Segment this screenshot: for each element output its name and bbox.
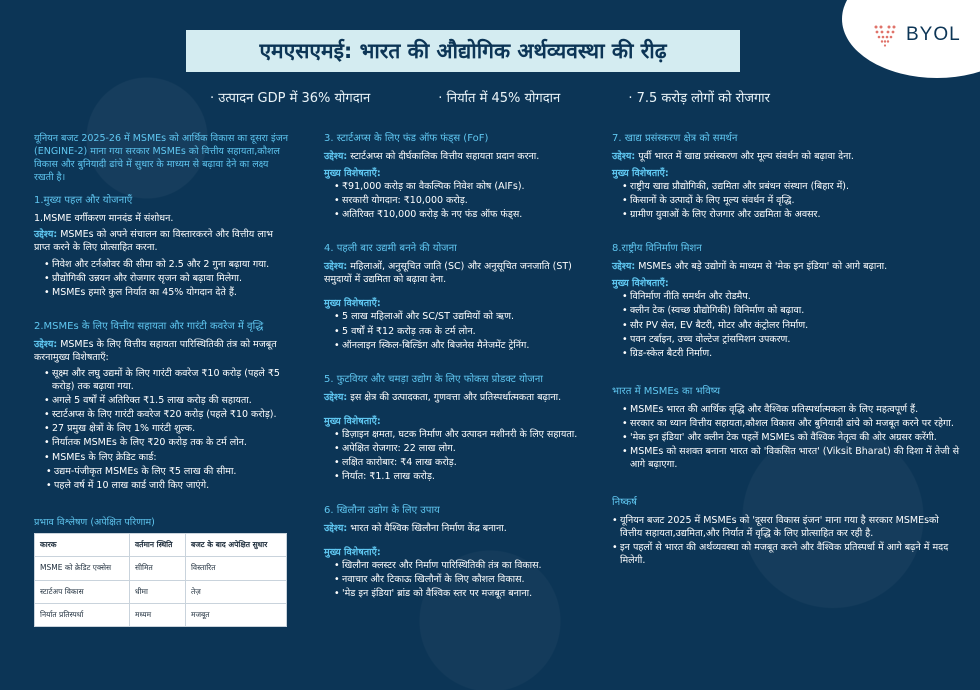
table-row bbox=[35, 557, 287, 580]
list-item: • विनिर्माण नीति समर्थन और रोडमैप. bbox=[622, 290, 964, 303]
table-cell: विस्तारित bbox=[185, 557, 286, 580]
section-2-objective bbox=[34, 338, 289, 364]
section-5-list bbox=[334, 428, 586, 483]
page-title: एमएसएमई: भारत की औद्योगिक अर्थव्यवस्था की रीढ़ bbox=[259, 39, 667, 63]
table-cell: मध्यम bbox=[130, 604, 186, 627]
table-header: वर्तमान स्थिति bbox=[130, 534, 186, 557]
table-cell: तेज़ bbox=[185, 580, 286, 603]
stat-export: · निर्यात में 45% योगदान bbox=[438, 88, 560, 106]
objective-label: उद्देश्य: bbox=[324, 523, 348, 535]
section-6-objective bbox=[324, 522, 586, 535]
list-item: • 'मेक इन इंडिया' और क्लीन टेक पहलें MSMEs को वैश्विक नेतृत्व की ओर अग्रसर करेंगी. bbox=[622, 431, 964, 444]
section-7-objective bbox=[612, 150, 964, 163]
objective-label: उद्देश्य: bbox=[612, 261, 636, 273]
list-item: • MSMEs के लिए क्रेडिट कार्ड: bbox=[44, 451, 289, 464]
list-item: • लक्षित कारोबार: ₹4 लाख करोड़. bbox=[334, 456, 586, 469]
heart-dots-icon bbox=[872, 22, 898, 48]
section-4-title: 4. पहली बार उद्यमी बनने की योजना bbox=[324, 243, 457, 255]
list-item: • नवाचार और टिकाऊ खिलौनों के लिए कौशल विकास. bbox=[334, 573, 586, 586]
column-middle bbox=[324, 132, 586, 602]
list-item: • किसानों के उत्पादों के लिए मूल्य संवर्धन में वृद्धि. bbox=[622, 194, 964, 207]
table-cell: धीमा bbox=[130, 580, 186, 603]
list-item: • 5 लाख महिलाओं और SC/ST उद्यमियों को ऋण. bbox=[334, 310, 586, 323]
objective-text: MSMEs के लिए वित्तीय सहायता पारिस्थितिकी तंत्र को मजबूत करनामुख्य विशेषताएँ: bbox=[34, 338, 277, 363]
table-header: कारक bbox=[35, 534, 130, 557]
list-item: • 5 वर्षों में ₹12 करोड़ तक के टर्म लोन. bbox=[334, 325, 586, 338]
table-cell: मजबूत bbox=[185, 604, 286, 627]
objective-label: उद्देश्य: bbox=[324, 150, 348, 162]
list-item: • प्रौद्योगिकी उन्नयन और रोजगार सृजन को बढ़ावा मिलेगा. bbox=[44, 272, 289, 285]
intro-text: यूनियन बजट 2025-26 में MSMEs को आर्थिक विकास का दूसरा इंजन (ENGINE-2) माना गया सरकार MSMEs को वित्तीय सहायता,कौशल विकास और बुनियादी ढांचे में सुधार के माध्यम से बढ़ावा देने का लक्ष्य रखती है। bbox=[34, 133, 289, 184]
list-item: • खिलौना क्लस्टर और निर्माण पारिस्थितिकी तंत्र का विकास. bbox=[334, 559, 586, 572]
section-2-list bbox=[44, 367, 289, 464]
features-label: मुख्य विशेषताएँ: bbox=[324, 547, 381, 559]
objective-label: उद्देश्य: bbox=[324, 261, 348, 273]
objective-text: पूर्वी भारत में खाद्य प्रसंस्करण और मूल्य संवर्धन को बढ़ावा देना. bbox=[638, 150, 854, 162]
table-cell: सीमित bbox=[130, 557, 186, 580]
list-item: • पहले वर्ष में 10 लाख कार्ड जारी किए जाएंगे. bbox=[46, 479, 289, 492]
objective-text: MSMEs को अपने संचालन का विस्तारकरने और वित्तीय लाभ प्राप्त करने के लिए प्रोत्साहित करना. bbox=[34, 229, 273, 254]
objective-label: उद्देश्य: bbox=[34, 338, 58, 350]
section-1-title: 1.मुख्य पहल और योजनाएँ bbox=[34, 195, 133, 207]
list-item: • निर्यात: ₹1.1 लाख करोड़. bbox=[334, 470, 586, 483]
section-8-list bbox=[622, 290, 964, 360]
section-3-title: 3. स्टार्टअप्स के लिए फंड ऑफ फंड्स (FoF) bbox=[324, 133, 489, 144]
credit-card-sublist bbox=[46, 465, 289, 492]
list-item: • सरकारी योगदान: ₹10,000 करोड़. bbox=[334, 194, 586, 207]
list-item: • इन पहलों से भारत की अर्थव्यवस्था को मजबूत करने और वैश्विक प्रतिस्पर्धा में आगे बढ़ने में मदद मिलेगी. bbox=[612, 541, 964, 567]
section-1-list bbox=[44, 258, 289, 299]
section-8-objective bbox=[612, 260, 964, 273]
list-item: • डिज़ाइन क्षमता, घटक निर्माण और उत्पादन मशीनरी के लिए सहायता. bbox=[334, 428, 586, 441]
section-4-objective bbox=[324, 260, 586, 286]
section-3-list bbox=[334, 180, 586, 221]
section-8-title: 8.राष्ट्रीय विनिर्माण मिशन bbox=[612, 243, 702, 255]
section-6-list bbox=[334, 559, 586, 600]
objective-text: भारत को वैश्विक खिलौना निर्माण केंद्र बनाना. bbox=[350, 523, 507, 535]
list-item: • स्टार्टअप्स के लिए गारंटी कवरेज ₹20 करोड़ (पहले ₹10 करोड़). bbox=[44, 408, 289, 421]
features-label: मुख्य विशेषताएँ: bbox=[324, 415, 381, 427]
section-4-list bbox=[334, 310, 586, 351]
objective-text: MSMEs और बड़े उद्योगों के माध्यम से 'मेक इन इंडिया' को आगे बढ़ाना. bbox=[638, 261, 888, 273]
logo-badge bbox=[842, 0, 980, 78]
list-item: • क्लीन टेक (स्वच्छ प्रौद्योगिकी) विनिर्माण को बढ़ावा. bbox=[622, 304, 964, 317]
list-item: • अतिरिक्त ₹10,000 करोड़ के नए फंड ऑफ फंड्स. bbox=[334, 208, 586, 221]
list-item: • राष्ट्रीय खाद्य प्रौद्योगिकी, उद्यमिता और प्रबंधन संस्थान (बिहार में). bbox=[622, 180, 964, 193]
column-right bbox=[612, 132, 964, 568]
features-label: मुख्य विशेषताएँ: bbox=[612, 278, 669, 290]
list-item: • MSMEs भारत की आर्थिक वृद्धि और वैश्विक प्रतिस्पर्धात्मकता के लिए महत्वपूर्ण हैं. bbox=[622, 403, 964, 416]
list-item: • सौर PV सेल, EV बैटरी, मोटर और कंट्रोलर निर्माण. bbox=[622, 319, 964, 332]
list-item: • ₹91,000 करोड़ का वैकल्पिक निवेश कोष (AIFs). bbox=[334, 180, 586, 193]
section-5-title: 5. फुटवियर और चमड़ा उद्योग के लिए फोकस प्रोडक्ट योजना bbox=[324, 373, 543, 385]
table-row bbox=[35, 604, 287, 627]
list-item: • MSMEs को सशक्त बनाना भारत को 'विकसित भारत' (Viksit Bharat) की दिशा में तेजी से आगे बढ़ाएगा. bbox=[622, 445, 964, 471]
list-item: • यूनियन बजट 2025 में MSMEs को 'दूसरा विकास इंजन' माना गया है सरकार MSMEsको वित्तीय सहायता,उद्यमिता,और निर्यात में वृद्धि के लिए प्रोत्साहित कर रही है. bbox=[612, 514, 964, 540]
list-item: • ग्रिड-स्केल बैटरी निर्माण. bbox=[622, 347, 964, 360]
list-item: • अपेक्षित रोजगार: 22 लाख लोग. bbox=[334, 442, 586, 455]
section-3-objective bbox=[324, 150, 586, 163]
list-item: • निवेश और टर्नओवर की सीमा को 2.5 और 2 गुना बढ़ाया गया. bbox=[44, 258, 289, 271]
list-item: • 27 प्रमुख क्षेत्रों के लिए 1% गारंटी शुल्क. bbox=[44, 422, 289, 435]
objective-text: महिलाओं, अनुसूचित जाति (SC) और अनुसूचित जनजाति (ST) समुदायों में उद्यमिता को बढ़ावा देना. bbox=[324, 261, 572, 286]
stat-employment: · 7.5 करोड़ लोगों को रोजगार bbox=[628, 88, 770, 106]
stat-gdp: · उत्पादन GDP में 36% योगदान bbox=[210, 88, 370, 106]
list-item: • पवन टर्बाइन, उच्च वोल्टेज ट्रांसमिशन उपकरण. bbox=[622, 333, 964, 346]
list-item: • MSMEs हमारे कुल निर्यात का 45% योगदान देते हैं. bbox=[44, 286, 289, 299]
table-header: बजट के बाद अपेक्षित सुधार bbox=[185, 534, 286, 557]
features-label: मुख्य विशेषताएँ: bbox=[324, 167, 381, 179]
objective-text: स्टार्टअप्स को दीर्घकालिक वित्तीय सहायता प्रदान करना. bbox=[350, 150, 540, 162]
objective-label: उद्देश्य: bbox=[324, 391, 348, 403]
impact-title: प्रभाव विश्लेषण (अपेक्षित परिणाम) bbox=[34, 516, 155, 528]
section-7-title: 7. खाद्य प्रसंस्करण क्षेत्र को समर्थन bbox=[612, 133, 738, 144]
table-row bbox=[35, 580, 287, 603]
section-2-title: 2.MSMEs के लिए वित्तीय सहायता और गारंटी कवरेज में वृद्धि bbox=[34, 320, 264, 332]
features-label: मुख्य विशेषताएँ: bbox=[324, 298, 381, 310]
table-cell: MSME को क्रेडिट एक्सेस bbox=[35, 557, 130, 580]
brand-name: BYOL bbox=[906, 24, 961, 45]
future-title: भारत में MSMEs का भविष्य bbox=[612, 385, 721, 397]
future-list bbox=[622, 403, 964, 472]
features-label: मुख्य विशेषताएँ: bbox=[612, 167, 669, 179]
title-banner bbox=[186, 30, 740, 72]
list-item: • अगले 5 वर्षों में अतिरिक्त ₹1.5 लाख करोड़ की सहायता. bbox=[44, 394, 289, 407]
objective-label: उद्देश्य: bbox=[612, 150, 636, 162]
list-item: • सरकार का ध्यान वित्तीय सहायता,कौशल विकास और बुनियादी ढांचे को मजबूत करने पर रहेगा. bbox=[622, 417, 964, 430]
stats-bar bbox=[210, 88, 770, 106]
table-cell: निर्यात प्रतिस्पर्धा bbox=[35, 604, 130, 627]
objective-text: इस क्षेत्र की उत्पादकता, गुणवत्ता और प्रतिस्पर्धात्मकता बढ़ाना. bbox=[350, 391, 562, 403]
section-5-objective bbox=[324, 391, 586, 404]
list-item: • सूक्ष्म और लघु उद्यमों के लिए गारंटी कवरेज ₹10 करोड़ (पहले ₹5 करोड़) तक बढ़ाया गया. bbox=[44, 367, 289, 393]
list-item: • उद्यम-पंजीकृत MSMEs के लिए ₹5 लाख की सीमा. bbox=[46, 465, 289, 478]
conclusion-title: निष्कर्ष bbox=[612, 497, 637, 509]
objective-label: उद्देश्य: bbox=[34, 229, 58, 241]
list-item: • निर्यातक MSMEs के लिए ₹20 करोड़ तक के टर्म लोन. bbox=[44, 436, 289, 449]
list-item: • ऑनलाइन स्किल-बिल्डिंग और बिजनेस मैनेजमेंट ट्रेनिंग. bbox=[334, 339, 586, 352]
section-1-objective bbox=[34, 228, 289, 254]
list-item: • ग्रामीण युवाओं के लिए रोजगार और उद्यमिता के अवसर. bbox=[622, 208, 964, 221]
section-1-subtitle: 1.MSME वर्गीकरण मानदंड में संशोधन. bbox=[34, 213, 174, 225]
conclusion-list bbox=[612, 514, 964, 567]
column-left bbox=[34, 132, 289, 627]
list-item: • 'मेड इन इंडिया' ब्रांड को वैश्विक स्तर पर मजबूत बनाना. bbox=[334, 587, 586, 600]
impact-table bbox=[34, 533, 287, 627]
logo bbox=[872, 22, 961, 48]
section-6-title: 6. खिलौना उद्योग के लिए उपाय bbox=[324, 505, 440, 517]
section-7-list bbox=[622, 180, 964, 221]
table-cell: स्टार्टअप विकास bbox=[35, 580, 130, 603]
